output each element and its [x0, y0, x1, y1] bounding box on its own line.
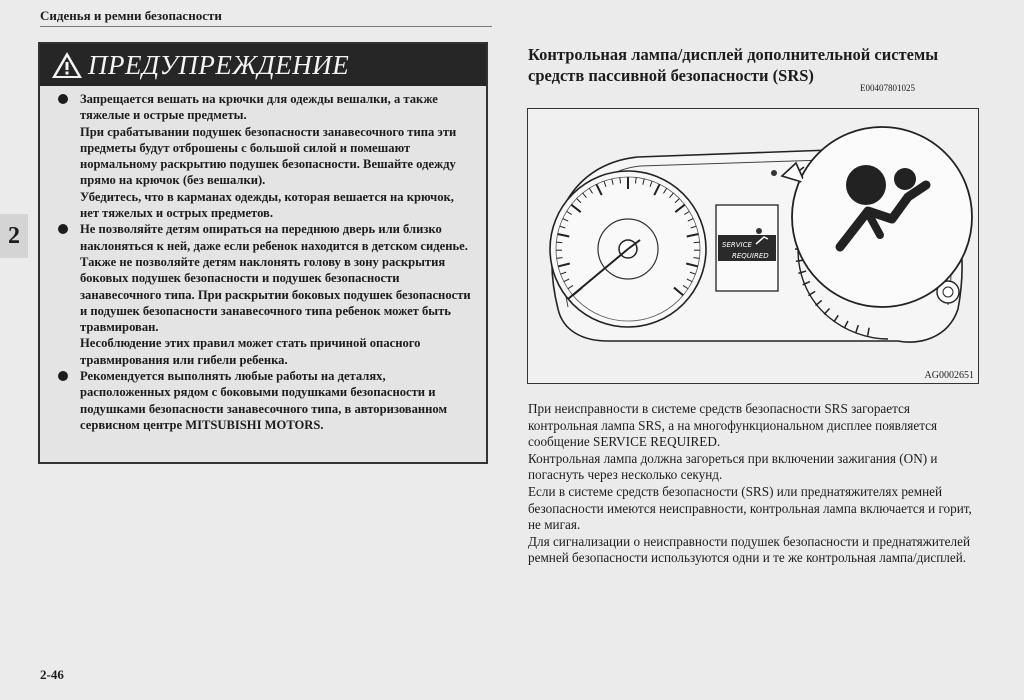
section-title: Контрольная лампа/дисплей дополнительной системы средств пассивной безопасности (SRS)	[528, 45, 939, 85]
speedometer-gauge	[550, 171, 706, 327]
body-text	[528, 401, 978, 567]
figure-code: AG0002651	[924, 370, 974, 381]
body-paragraph: Для сигнализации о неисправности подушек безопасности и преднатяжителей ремней безопасности используются одни и те же контрольная лампа/дисплей.	[528, 533, 971, 566]
warning-paragraph: Убедитесь, что в карманах одежды, которая вешается на крючок, нет тяжелых и острых предметов.	[80, 189, 454, 221]
body-paragraph: При неисправности в системе средств безопасности SRS загорается контрольная лампа SRS, а на многофункциональном дисплее появляется сообщение SERVICE REQUIRED.	[528, 401, 938, 450]
warning-bullet	[54, 368, 476, 433]
instrument-cluster-illustration	[528, 109, 980, 385]
page-number: 2-46	[40, 667, 64, 682]
warning-paragraph: Рекомендуется выполнять любые работы на деталях, расположенных рядом с боковыми подушками безопасности и подушками безопасности занавесочного типа, в авторизованном сервисном центре MITSUBISHI MOTORS.	[80, 369, 448, 432]
warning-box	[38, 42, 488, 464]
service-text: SERVICE	[722, 241, 752, 249]
warning-body	[40, 86, 486, 433]
warning-bullet	[54, 221, 476, 368]
body-paragraph: Если в системе средств безопасности (SRS) или преднатяжителях ремней безопасности имеются неисправности, контрольная лампа включается и горит, не мигая.	[528, 483, 972, 533]
bullet-dot	[58, 94, 68, 104]
chapter-tab: 2	[0, 214, 28, 258]
section-code: E00407801025	[860, 83, 915, 93]
warning-header	[40, 44, 486, 86]
warning-triangle-icon	[50, 50, 84, 80]
multi-info-display	[716, 205, 778, 291]
warning-paragraph: Также не позволяйте детям наклонять голову в зону раскрытия боковых подушек безопасности и подушек безопасности занавесочного типа. При раскрытии боковых подушек безопасности и подушек безопасности занавесочного типа ребенок может быть травмирован.	[80, 254, 471, 335]
warning-paragraph: Не позволяйте детям опираться на переднюю дверь или близко наклоняться к ней, даже если ребенок находится в детском сиденье.	[80, 222, 468, 253]
required-text: REQUIRED	[732, 252, 769, 260]
warning-title: ПРЕДУПРЕЖДЕНИЕ	[88, 49, 350, 80]
running-header: Сиденья и ремни безопасности	[40, 8, 222, 23]
warning-bullet	[54, 91, 476, 221]
body-paragraph: Контрольная лампа должна загореться при включении зажигания (ON) и погаснуть через несколько секунд.	[528, 450, 938, 483]
warning-paragraph: При срабатывании подушек безопасности занавесочного типа эти предметы будут отброшены с большой силой и помешают нормальному раскрытию подушек безопасности. Вешайте одежду прямо на крючок (без вешалки).	[80, 124, 457, 188]
header-rule	[40, 26, 492, 27]
warning-paragraph: Несоблюдение этих правил может стать причиной опасного травмирования или гибели ребенка.	[80, 336, 421, 367]
bullet-dot	[58, 371, 68, 381]
instrument-cluster-figure	[527, 108, 979, 384]
warning-paragraph: Запрещается вешать на крючки для одежды вешалки, а также тяжелые и острые предметы.	[80, 92, 438, 123]
bullet-dot	[58, 224, 68, 234]
